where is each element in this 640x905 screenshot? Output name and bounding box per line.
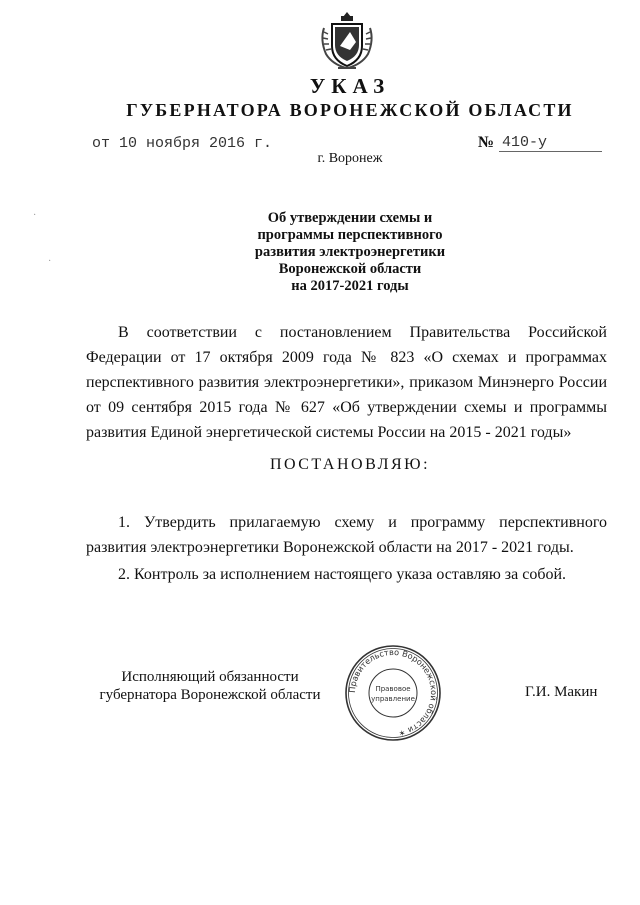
margin-mark: · (48, 256, 52, 267)
coat-of-arms-icon (318, 10, 376, 74)
preamble: В соответствии с постановлением Правительства Российской Федерации от 17 октября 2009 года № 823 «О схемах и программах перспективного развития электроэнергетики», приказом Минэнерго России от 09 сентября 2015 года № 627 «Об утверждении схемы и программы развития Единой энергетической системы России на 2015 - 2021 годы» (86, 324, 607, 441)
doc-title (0, 210, 640, 295)
position-line: губернатора Воронежской области (99, 687, 321, 703)
title-line: развития электроэнергетики (254, 244, 446, 260)
title-line: Воронежской области (278, 261, 422, 277)
number-label: № (478, 134, 495, 151)
city: г. Воронеж (317, 151, 383, 166)
title-line: программы перспективного (257, 227, 443, 243)
margin-mark: · (33, 210, 37, 221)
signatory-name: Г.И. Макин (525, 684, 598, 700)
title-line: Об утверждении схемы и (267, 210, 433, 226)
seal-outer-text: Правительство Воронежской области ✶ (346, 646, 440, 739)
svg-text:Правовое: Правовое (375, 685, 411, 693)
svg-text:управление: управление (371, 695, 415, 703)
issuing-authority: ГУБЕРНАТОРА ВОРОНЕЖСКОЙ ОБЛАСТИ (126, 100, 574, 120)
decree-word: ПОСТАНОВЛЯЮ: (269, 456, 431, 473)
official-seal (343, 643, 443, 743)
decree-item-1: 1. Утвердить прилагаемую схему и программу перспективного развития электроэнергетики Воронежской области на 2017 - 2021 годы. (86, 514, 607, 556)
doc-date: от 10 ноября 2016 г. (92, 135, 273, 152)
title-line: на 2017-2021 годы (291, 278, 409, 294)
decree-item-2: 2. Контроль за исполнением настоящего указа оставляю за собой. (118, 566, 567, 583)
doc-type: УКАЗ (309, 74, 391, 98)
position-line: Исполняющий обязанности (121, 669, 299, 685)
signatory-position (90, 668, 330, 704)
doc-number: 410-у (502, 134, 548, 151)
